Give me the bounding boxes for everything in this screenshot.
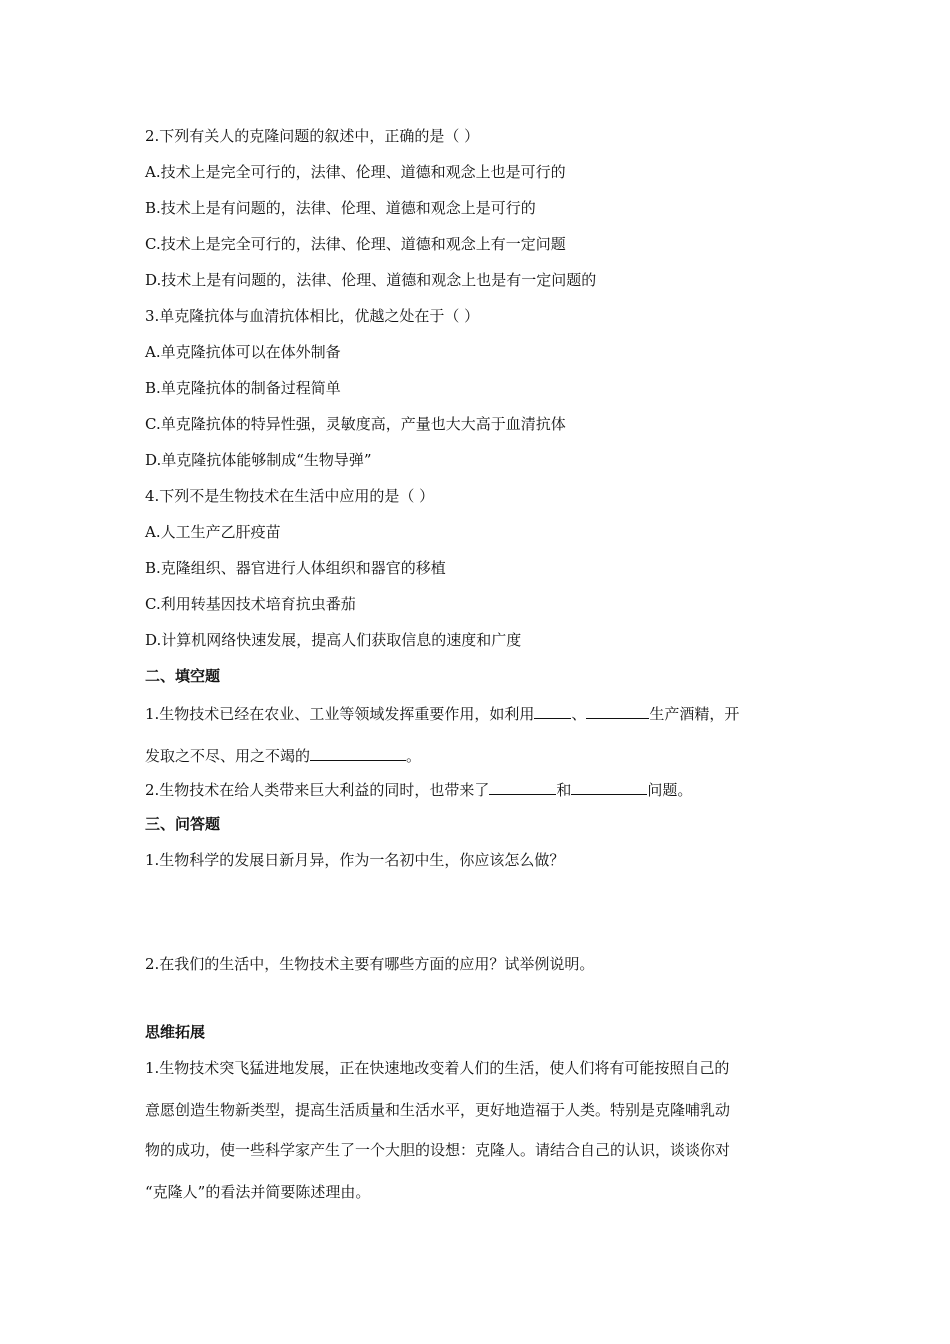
fill-in-heading: 二、填空题 xyxy=(145,667,221,685)
fill-q2-and: 和 xyxy=(556,781,572,799)
question-3-stem: 3.单克隆抗体与血清抗体相比，优越之处在于（ ） xyxy=(145,307,480,325)
extension-heading: 思维拓展 xyxy=(145,1023,206,1041)
question-3-option-c: C.单克隆抗体的特异性强，灵敏度高，产量也大大高于血清抗体 xyxy=(145,415,566,433)
fill-question-1-line-2 xyxy=(145,744,421,766)
fill-question-2 xyxy=(145,778,692,800)
question-2-option-d: D.技术上是有问题的，法律、伦理、道德和观念上也是有一定问题的 xyxy=(145,271,597,289)
fill-q2-text-1: 2.生物技术在给人类带来巨大利益的同时，也带来了 xyxy=(145,781,490,799)
question-3-option-a: A.单克隆抗体可以在体外制备 xyxy=(145,343,341,361)
question-4-option-d: D.计算机网络快速发展，提高人们获取信息的速度和广度 xyxy=(145,631,522,649)
question-2-option-b: B.技术上是有问题的，法律、伦理、道德和观念上是可行的 xyxy=(145,199,536,217)
extension-line-1: 1.生物技术突飞猛进地发展，正在快速地改变着人们的生活，使人们将有可能按照自己的 xyxy=(145,1059,730,1077)
question-4-option-b: B.克隆组织、器官进行人体组织和器官的移植 xyxy=(145,559,446,577)
question-3-option-d: D.单克隆抗体能够制成“生物导弹” xyxy=(145,451,372,469)
fill-question-1-line-1 xyxy=(145,702,739,724)
fill-blank-4[interactable] xyxy=(489,778,556,795)
qa-heading: 三、问答题 xyxy=(145,815,221,833)
question-2-option-c: C.技术上是完全可行的，法律、伦理、道德和观念上有一定问题 xyxy=(145,235,566,253)
question-2-option-a: A.技术上是完全可行的，法律、伦理、道德和观念上也是可行的 xyxy=(145,163,566,181)
qa-question-1: 1.生物科学的发展日新月异，作为一名初中生，你应该怎么做？ xyxy=(145,851,565,869)
extension-line-4: “克隆人”的看法并简要陈述理由。 xyxy=(145,1183,371,1201)
fill-q1-end: 。 xyxy=(406,747,422,765)
extension-line-2: 意愿创造生物新类型，提高生活质量和生活水平，更好地造福于人类。特别是克隆哺乳动 xyxy=(145,1101,731,1119)
question-4-option-c: C.利用转基因技术培育抗虫番茄 xyxy=(145,595,356,613)
question-4-option-a: A.人工生产乙肝疫苗 xyxy=(145,523,281,541)
fill-blank-5[interactable] xyxy=(571,778,647,795)
fill-blank-3[interactable] xyxy=(310,744,406,761)
extension-line-3: 物的成功，使一些科学家产生了一个大胆的设想：克隆人。请结合自己的认识，谈谈你对 xyxy=(145,1141,731,1159)
fill-q1-text-2: 生产酒精，开 xyxy=(649,705,740,723)
question-4-stem: 4.下列不是生物技术在生活中应用的是（ ） xyxy=(145,487,435,505)
question-3-option-b: B.单克隆抗体的制备过程简单 xyxy=(145,379,341,397)
fill-q1-text-3: 发取之不尽、用之不竭的 xyxy=(145,747,311,765)
fill-q1-separator: 、 xyxy=(571,705,587,723)
qa-question-2: 2.在我们的生活中，生物技术主要有哪些方面的应用？试举例说明。 xyxy=(145,955,595,973)
fill-blank-2[interactable] xyxy=(586,702,649,719)
fill-q1-text-1: 1.生物技术已经在农业、工业等领域发挥重要作用，如利用 xyxy=(145,705,535,723)
fill-q2-end: 问题。 xyxy=(647,781,693,799)
question-2-stem: 2.下列有关人的克隆问题的叙述中，正确的是（ ） xyxy=(145,127,480,145)
fill-blank-1[interactable] xyxy=(534,702,571,719)
